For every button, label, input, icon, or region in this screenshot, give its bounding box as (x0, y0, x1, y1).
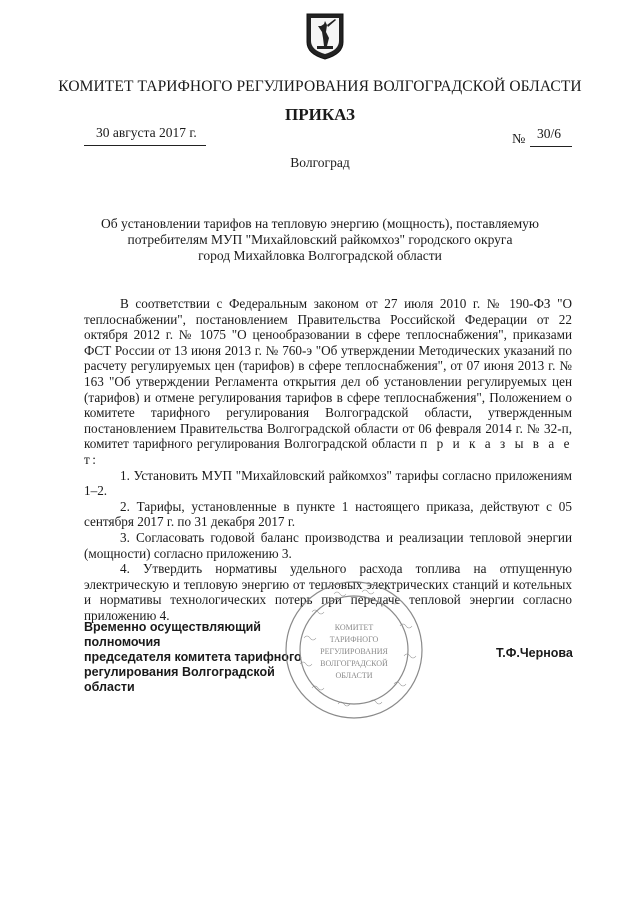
subject-line-3: город Михайловка Волгоградской области (198, 248, 442, 263)
order-item-3: 3. Согласовать годовой баланс производства и реализации тепловой энергии (мощности) согласно приложению 3. (84, 529, 572, 561)
order-body (84, 296, 572, 623)
subject-line-1: Об установлении тарифов на тепловую энергию (мощность), поставляемую (101, 216, 539, 231)
subject-line-2: потребителям МУП "Михайловский райкомхоз" городского округа (127, 232, 513, 247)
document-type: ПРИКАЗ (285, 105, 355, 124)
document-number: 30/6 (537, 126, 562, 141)
seal-line-3: РЕГУЛИРОВАНИЯ (320, 647, 388, 656)
seal-line-2: ТАРИФНОГО (329, 635, 379, 644)
date-underline (84, 145, 206, 146)
seal-line-5: ОБЛАСТИ (335, 671, 373, 680)
preamble-text: В соответствии с Федеральным законом от 27 июля 2010 г. № 190-ФЗ "О теплоснабжении", постановлением Правительства Российской Федерации от 22 октября 2012 г. № 1075 "О ценообразовании в сфере теплоснабжения", приказами ФСТ России от 13 июня 2013 г. № 760-э "Об утверждении Методических указаний по расчету регулируемых цен (тарифов) в сфере теплоснабжения", от 07 июня 2013 г. № 163 "Об утверждении Регламента открытия дел об установлении регулируемых цен (тарифов) и отмене регулирования тарифов в сфере теплоснабжения", Положением о комитете тарифного регулирования Волгоградской области, утвержденным постановлением Правительства Волгоградской области от 06 февраля 2014 г. № 32-п, комитет тарифного регулирования Волгоградской области (84, 296, 572, 452)
signer-position-line-1: Временно осуществляющий полномочия (84, 620, 261, 649)
official-seal (282, 578, 426, 722)
number-sign: № (512, 132, 526, 147)
signer-position-line-2: председателя комитета тарифного (84, 650, 302, 664)
number-underline (530, 146, 572, 147)
volgograd-emblem-icon (305, 12, 345, 60)
signer-position-line-3: регулирования Волгоградской области (84, 665, 275, 694)
preamble-paragraph (84, 296, 572, 468)
order-item-4: 4. Утвердить нормативы удельного расхода топлива на отпущенную электрическую и тепловую энергию от тепловых электрических станций и котельных и нормативы технологических потерь при передаче тепловой энергии согласно приложению 4. (84, 561, 572, 623)
seal-line-1: КОМИТЕТ (334, 623, 374, 632)
document-date: 30 августа 2017 г. (96, 125, 197, 140)
order-item-1: 1. Установить МУП "Михайловский райкомхоз" тарифы согласно приложениям 1–2. (84, 467, 572, 499)
seal-line-4: ВОЛГОГРАДСКОЙ (320, 659, 388, 668)
order-item-2: 2. Тарифы, установленные в пункте 1 настоящего приказа, действуют с 05 сентября 2017 г. по 31 декабря 2017 г. (84, 498, 572, 530)
signer-name: Т.Ф.Чернова (496, 646, 573, 660)
organization-title: КОМИТЕТ ТАРИФНОГО РЕГУЛИРОВАНИЯ ВОЛГОГРАДСКОЙ ОБЛАСТИ (58, 78, 582, 95)
city: Волгоград (290, 155, 350, 170)
order-subject (90, 216, 550, 264)
order-word: п р и к а з ы в а е т: (84, 436, 572, 467)
